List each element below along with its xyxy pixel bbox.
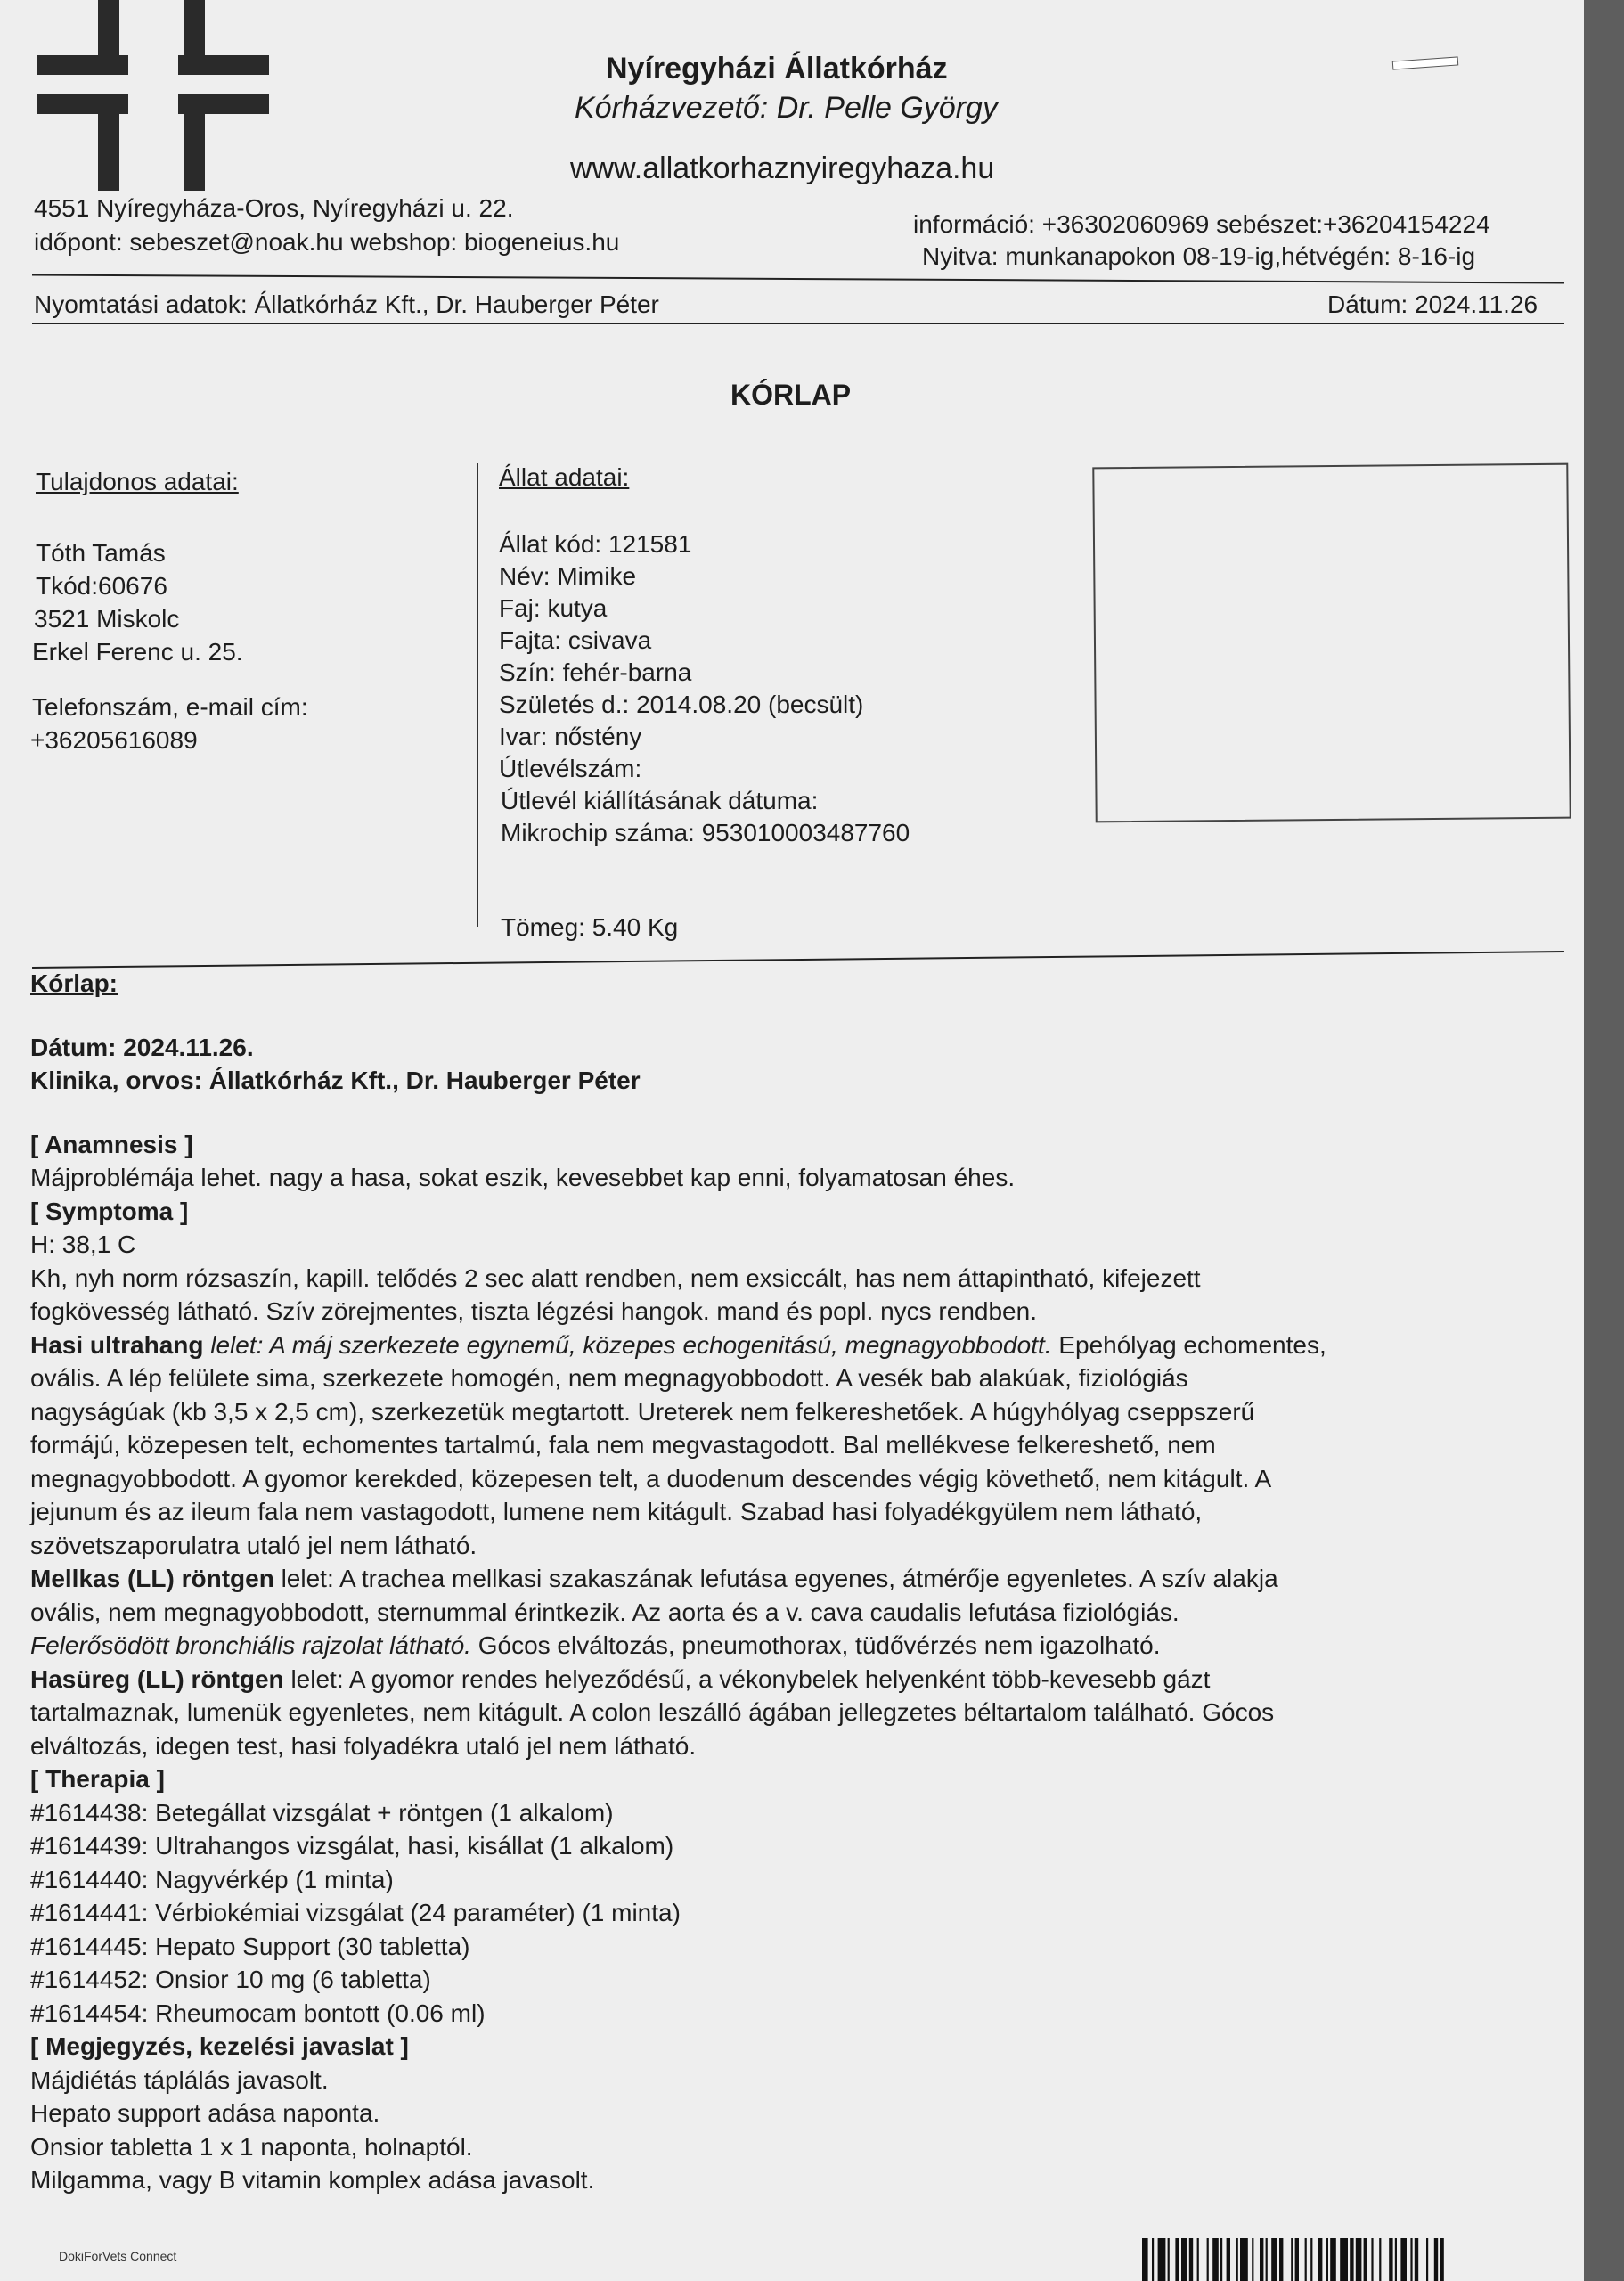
animal-passport-date: Útlevél kiállításának dátuma: <box>501 787 819 814</box>
record-date: Dátum: 2024.11.26. <box>30 1033 254 1061</box>
clinic-opening-hours: Nyitva: munkanapokon 08-19-ig,hétvégén: 8-16-ig <box>922 242 1476 270</box>
ultrasound-line: megnagyobbodott. A gyomor kerekded, közepesen telt, a duodenum descendes végig követhető, nem kitágult. A <box>30 1464 1272 1492</box>
header-rule-top <box>32 274 1564 283</box>
symptoma-line: fogkövesség látható. Szív zörejmentes, tiszta légzési hangok. mand és popl. nycs rendben. <box>30 1297 1037 1325</box>
ultrasound-label: Hasi ultrahang <box>30 1330 204 1359</box>
animal-weight: Tömeg: 5.40 Kg <box>501 913 679 941</box>
clinic-director: Kórházvezető: Dr. Pelle György <box>575 91 998 125</box>
therapia-item: #1614441: Vérbiokémiai vizsgálat (24 paraméter) (1 minta) <box>30 1899 681 1926</box>
print-date: Dátum: 2024.11.26 <box>1327 290 1538 318</box>
chest-xray-line <box>30 1629 1571 1663</box>
document-title: KÓRLAP <box>730 379 852 411</box>
therapia-item: #1614454: Rheumocam bontott (0.06 ml) <box>30 1999 486 2027</box>
therapia-item: #1614439: Ultrahangos vizsgálat, hasi, kisállat (1 alkalom) <box>30 1832 674 1860</box>
chest-xray-label: Mellkas (LL) röntgen <box>30 1565 274 1592</box>
clinic-contact: időpont: sebeszet@noak.hu webshop: biogeneius.hu <box>34 228 620 256</box>
paper-mark <box>1392 56 1459 69</box>
abdomen-xray-line: tartalmaznak, lumenük egyenletes, nem kitágult. A colon leszálló ágában jellegzetes béltartalom található. Gócos <box>30 1698 1275 1726</box>
ultrasound-line: nagyságúak (kb 3,5 x 2,5 cm), szerkezetük megtartott. Ureterek nem felkereshetőek. A húgyhólyag cseppszerű <box>30 1397 1255 1426</box>
ultrasound-line: formájú, közepesen telt, echomentes tartalmú, fala nem megvastagodott. Bal mellékvese felkereshető, nem <box>30 1431 1216 1459</box>
notes-item: Hepato support adása naponta. <box>30 2099 380 2127</box>
ultrasound-line: szövetszaporulatra utaló jel nem látható. <box>30 1531 477 1559</box>
photo-placeholder <box>1092 463 1571 823</box>
print-data: Nyomtatási adatok: Állatkórház Kft., Dr. Hauberger Péter <box>34 290 659 318</box>
animal-species: Faj: kutya <box>499 594 608 622</box>
record-clinic-doctor: Klinika, orvos: Állatkórház Kft., Dr. Hauberger Péter <box>30 1067 641 1094</box>
therapia-item: #1614440: Nagyvérkép (1 minta) <box>30 1865 394 1893</box>
clinic-info: információ: +36302060969 sebészet:+36204154224 <box>913 210 1490 238</box>
owner-heading: Tulajdonos adatai: <box>36 468 239 495</box>
abdomen-xray-line: elváltozás, idegen test, hasi folyadékra utaló jel nem látható. <box>30 1731 697 1760</box>
ultrasound-line: jejunum és az ileum fala nem vastagodott, lumene nem kitágult. Szabad hasi folyadékgyülem nem látható, <box>30 1498 1203 1525</box>
symptoma-heading: [ Symptoma ] <box>30 1197 189 1225</box>
clinic-logo <box>37 0 269 192</box>
notes-item: Milgamma, vagy B vitamin komplex adása javasolt. <box>30 2166 595 2194</box>
chest-xray-rest: Gócos elváltozás, pneumothorax, tüdővérzés nem igazolható. <box>470 1631 1161 1659</box>
therapia-item: #1614445: Hepato Support (30 tabletta) <box>30 1932 470 1960</box>
owner-name: Tóth Tamás <box>36 539 166 567</box>
therapia-item: #1614452: Onsior 10 mg (6 tabletta) <box>30 1966 431 1993</box>
clinic-address: 4551 Nyíregyháza-Oros, Nyíregyházi u. 22. <box>34 194 514 222</box>
ultrasound-line: ovális. A lép felülete sima, szerkezete homogén, nem megnagyobbodott. A vesék bab alakúak, fiziológiás <box>30 1364 1188 1392</box>
anamnesis-text: Májproblémája lehet. nagy a hasa, sokat eszik, kevesebbet kap enni, folyamatosan éhes. <box>30 1164 1016 1191</box>
ultrasound-finding: lelet: A máj szerkezete egynemű, közepes echogenitású, megnagyobbodott. <box>210 1330 1052 1359</box>
abdomen-xray-finding: lelet: A gyomor rendes helyeződésű, a vékonybelek helyenként több-kevesebb gázt <box>283 1664 1211 1693</box>
clinic-name: Nyíregyházi Állatkórház <box>606 52 948 86</box>
notes-heading: [ Megjegyzés, kezelési javaslat ] <box>30 2032 409 2060</box>
abdomen-xray-label: Hasüreg (LL) röntgen <box>30 1664 284 1693</box>
animal-breed: Fajta: csivava <box>499 626 652 654</box>
record-section <box>30 967 1571 2197</box>
barcode <box>1142 2238 1579 2281</box>
therapia-heading: [ Therapia ] <box>30 1765 165 1793</box>
clinic-website[interactable]: www.allatkorhaznyiregyhaza.hu <box>570 151 995 185</box>
animal-name: Név: Mimike <box>499 562 637 590</box>
record-heading: Kórlap: <box>30 969 118 997</box>
owner-phone-label: Telefonszám, e-mail cím: <box>32 693 308 721</box>
therapia-item: #1614438: Betegállat vizsgálat + röntgen (1 alkalom) <box>30 1798 614 1827</box>
owner-street: Erkel Ferenc u. 25. <box>32 638 243 666</box>
notes-item: Májdiétás táplálás javasolt. <box>30 2065 329 2094</box>
chest-xray-line: ovális, nem megnagyobbodott, sternummal érintkezik. Az aorta és a v. cava caudalis lefutása fiziológiás. <box>30 1598 1179 1626</box>
record-rule <box>32 951 1564 969</box>
abdomen-xray-first-line <box>30 1663 1571 1696</box>
chest-xray-italic: Felerősödött bronchiális rajzolat látható. <box>30 1631 471 1659</box>
animal-code: Állat kód: 121581 <box>499 530 692 558</box>
ultrasound-first-line <box>30 1329 1571 1362</box>
notes-item: Onsior tabletta 1 x 1 naponta, holnaptól. <box>30 2132 473 2161</box>
ultrasound-finding-rest: Epehólyag echomentes, <box>1051 1330 1326 1359</box>
software-footer: DokiForVets Connect <box>59 2249 177 2263</box>
animal-birth: Születés d.: 2014.08.20 (becsült) <box>499 691 864 718</box>
animal-color: Szín: fehér-barna <box>499 658 692 686</box>
owner-phone: +36205616089 <box>30 726 198 754</box>
animal-passport: Útlevélszám: <box>499 755 642 782</box>
animal-microchip: Mikrochip száma: 953010003487760 <box>501 819 910 846</box>
symptoma-line: Kh, nyh norm rózsaszín, kapill. telődés 2 sec alatt rendben, nem exsiccált, has nem áttapintható, kifejezett <box>30 1263 1201 1292</box>
column-divider <box>477 463 478 927</box>
anamnesis-heading: [ Anamnesis ] <box>30 1130 193 1158</box>
owner-code: Tkód:60676 <box>36 572 167 600</box>
animal-heading: Állat adatai: <box>499 463 630 491</box>
owner-city: 3521 Miskolc <box>34 605 180 633</box>
chest-xray-first-line <box>30 1562 1571 1596</box>
symptoma-line: H: 38,1 C <box>30 1230 136 1258</box>
header-rule-bottom <box>32 323 1564 324</box>
animal-sex: Ivar: nőstény <box>499 723 642 750</box>
chest-xray-finding: lelet: A trachea mellkasi szakaszának lefutása egyenes, átmérője egyenletes. A szív alakja <box>273 1565 1278 1592</box>
